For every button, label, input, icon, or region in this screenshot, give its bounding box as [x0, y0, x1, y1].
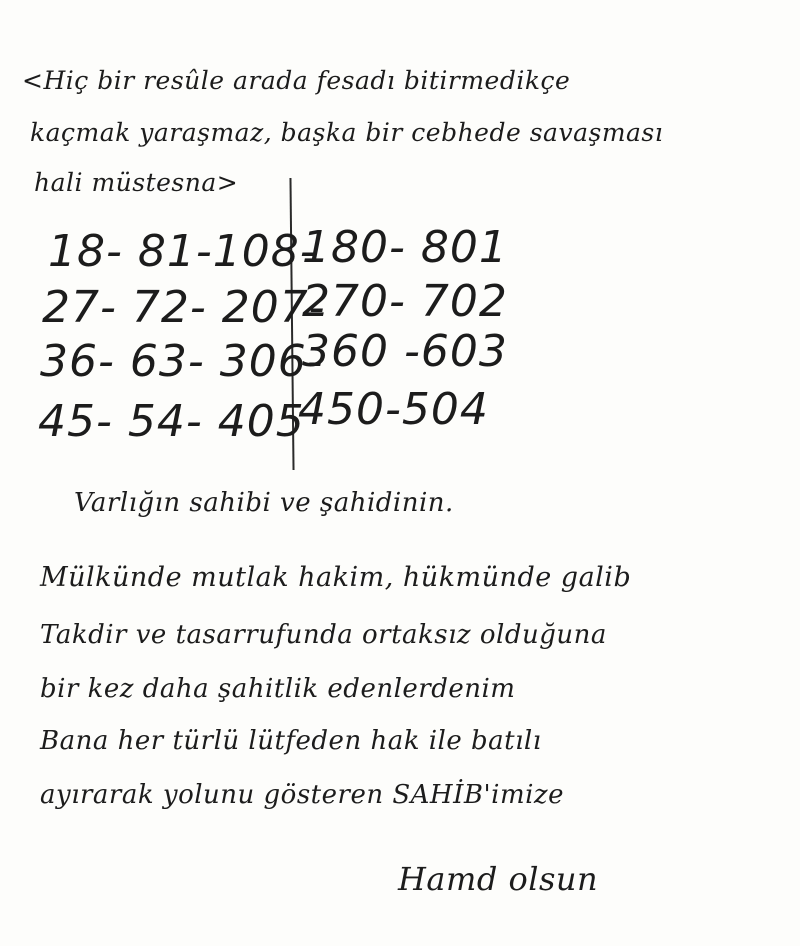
signoff: Hamd olsun: [398, 860, 599, 898]
quote-line-1: <Hiç bir resûle arada fesadı bitirmedikçe: [22, 66, 571, 95]
number-row-1-right: 180- 801: [302, 222, 508, 273]
number-row-3-right: 360 -603: [302, 326, 508, 377]
quote-line-2: kaçmak yaraşmaz, başka bir cebhede savaşması: [30, 118, 664, 147]
number-row-4-left: 45- 54- 405: [38, 396, 305, 447]
text-line-1: Varlığın sahibi ve şahidinin.: [74, 488, 454, 518]
text-line-4: bir kez daha şahitlik edenlerdenim: [40, 674, 516, 704]
text-line-6: ayırarak yolunu gösteren SAHİB'imize: [40, 780, 564, 810]
number-row-2-right: 270- 702: [302, 276, 508, 327]
number-row-1-left: 18- 81-108-: [48, 226, 317, 277]
text-line-3: Takdir ve tasarrufunda ortaksız olduğuna: [40, 620, 607, 650]
number-row-3-left: 36- 63- 306-: [40, 336, 324, 387]
quote-line-3: hali müstesna>: [34, 168, 239, 197]
number-row-2-left: 27- 72- 207-: [42, 282, 326, 333]
text-line-2: Mülkünde mutlak hakim, hükmünde galib: [40, 562, 632, 593]
number-row-4-right: 450-504: [298, 384, 489, 435]
text-line-5: Bana her türlü lütfeden hak ile batılı: [40, 726, 542, 756]
